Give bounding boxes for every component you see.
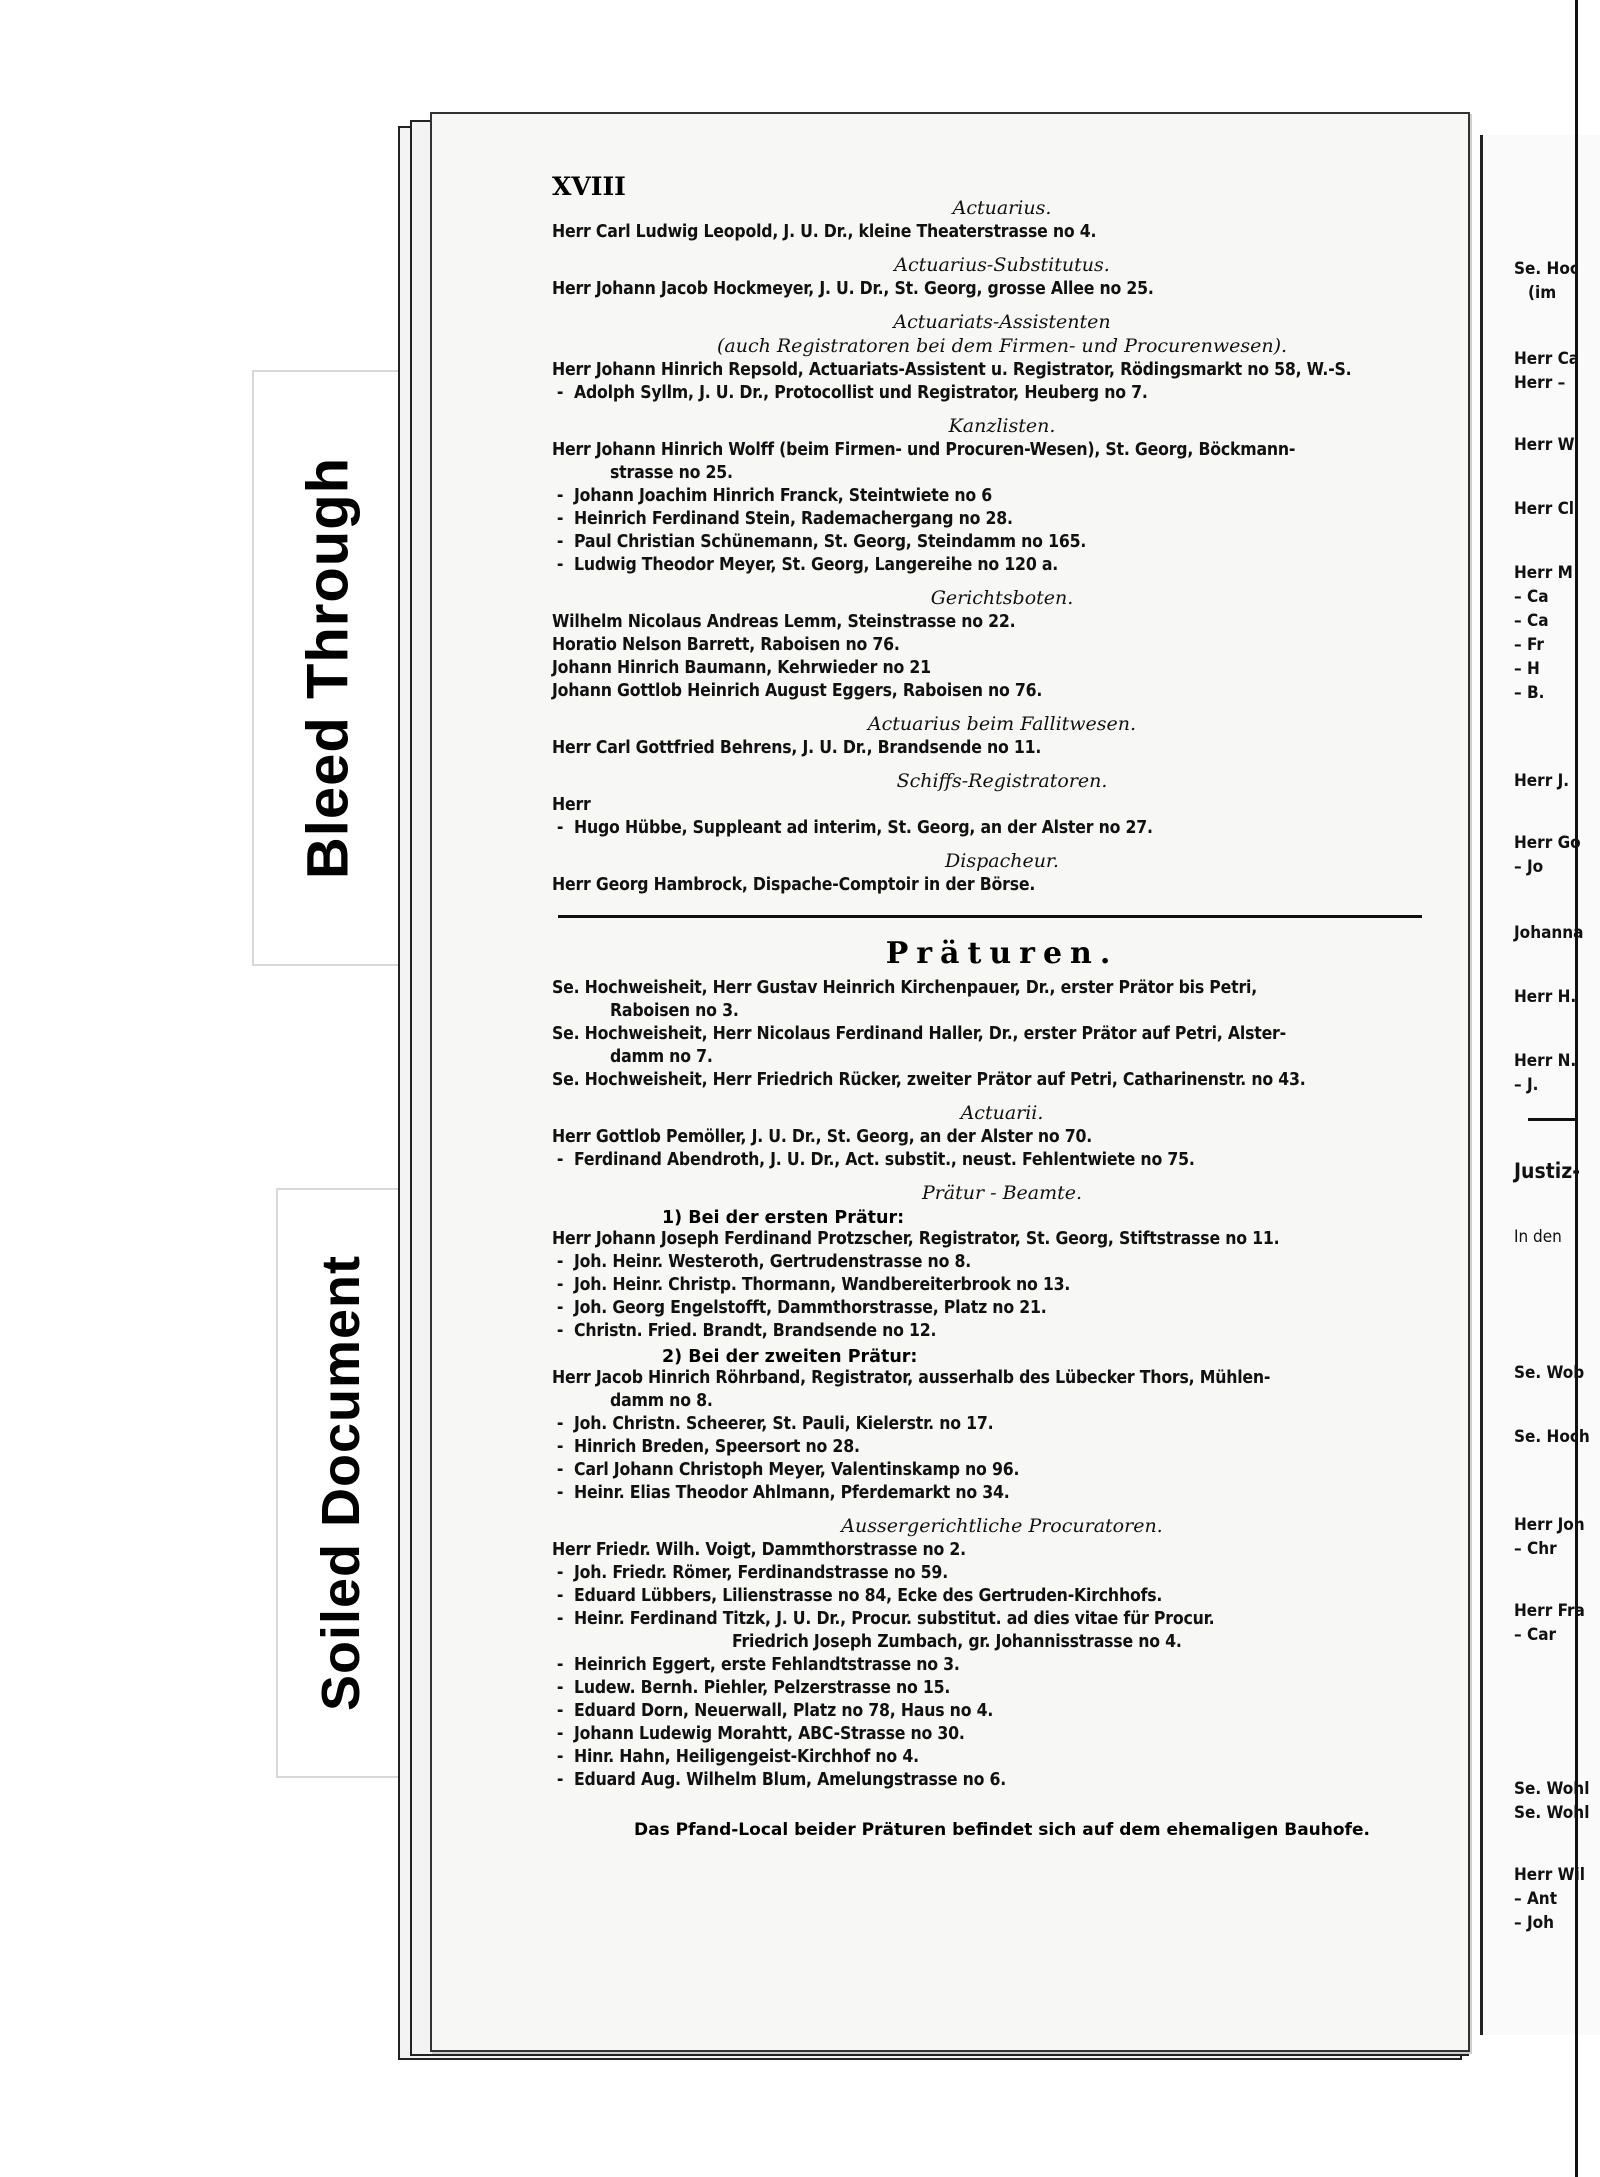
section-heading: Aussergerichtliche Procuratoren. <box>841 1515 1163 1537</box>
entry: - Heinr. Ferdinand Titzk, J. U. Dr., Procur. substitut. ad dies vitae für Procur. <box>552 1608 1452 1631</box>
section-heading: Actuarius. <box>952 197 1052 219</box>
entry: - Johann Ludewig Morahtt, ABC-Strasse no 30. <box>552 1723 1452 1746</box>
adjacent-line: – B. <box>1514 683 1545 703</box>
subsection-heading: 2) Bei der zweiten Prätur: <box>662 1347 918 1367</box>
soiled-document-label: Soiled Document <box>311 1254 371 1712</box>
entry: - Carl Johann Christoph Meyer, Valentinskamp no 96. <box>552 1459 1452 1482</box>
entry: - Ferdinand Abendroth, J. U. Dr., Act. substit., neust. Fehlentwiete no 75. <box>552 1149 1452 1172</box>
section-heading: Actuarius beim Fallitwesen. <box>867 713 1137 735</box>
section-heading: Kanzlisten. <box>948 415 1056 437</box>
adjacent-line: Herr M <box>1514 563 1573 583</box>
adjacent-line: – Car <box>1514 1625 1557 1645</box>
entry: - Eduard Dorn, Neuerwall, Platz no 78, Haus no 4. <box>552 1700 1452 1723</box>
adjacent-page <box>1480 135 1600 2035</box>
adjacent-line: Herr Go <box>1514 833 1581 853</box>
entry-continuation: damm no 7. <box>610 1047 713 1067</box>
entry: - Joh. Heinr. Westeroth, Gertrudenstrasse no 8. <box>552 1251 1452 1274</box>
entry: Herr Johann Hinrich Wolff (beim Firmen- und Procuren-Wesen), St. Georg, Böckmann- <box>552 440 1296 460</box>
adjacent-line: Se. Wob <box>1514 1363 1585 1383</box>
entry-continuation: strasse no 25. <box>610 463 733 483</box>
chapter-title: Präturen. <box>885 936 1119 971</box>
entry: - Heinrich Eggert, erste Fehlandtstrasse no 3. <box>552 1654 1452 1677</box>
section-heading: Schiffs-Registratoren. <box>896 770 1108 792</box>
bleed-through-label-card <box>252 370 404 966</box>
entry: - Ludew. Bernh. Piehler, Pelzerstrasse no 15. <box>552 1677 1452 1700</box>
entry-continuation: Friedrich Joseph Zumbach, gr. Johannisstrasse no 4. <box>732 1632 1182 1652</box>
entry: - Joh. Christn. Scheerer, St. Pauli, Kielerstr. no 17. <box>552 1413 1452 1436</box>
entry: - Heinrich Ferdinand Stein, Rademachergang no 28. <box>552 508 1452 531</box>
adjacent-line: – H <box>1514 659 1540 679</box>
bleed-through-label: Bleed Through <box>295 456 361 880</box>
section-heading: Actuarius-Substitutus. <box>894 254 1110 276</box>
adjacent-line: – Joh <box>1514 1913 1555 1933</box>
entry: - Joh. Heinr. Christp. Thormann, Wandbereiterbrook no 13. <box>552 1274 1452 1297</box>
entry-continuation: damm no 8. <box>610 1391 713 1411</box>
entry: Herr Georg Hambrock, Dispache-Comptoir in der Börse. <box>552 875 1036 895</box>
entry: - Hinr. Hahn, Heiligengeist-Kirchhof no 4. <box>552 1746 1452 1769</box>
adjacent-line: – Ca <box>1514 611 1549 631</box>
adjacent-line: Se. Hoc <box>1514 259 1579 279</box>
entry: - Eduard Lübbers, Lilienstrasse no 84, Ecke des Gertruden-Kirchhofs. <box>552 1585 1452 1608</box>
adjacent-line: Herr J. <box>1514 771 1570 791</box>
page-number: XVIII <box>552 172 626 201</box>
adjacent-line: Herr W <box>1514 435 1575 455</box>
entry: Johann Gottlob Heinrich August Eggers, Raboisen no 76. <box>552 681 1043 701</box>
entry: - Joh. Friedr. Römer, Ferdinandstrasse no 59. <box>552 1562 1452 1585</box>
entry-continuation: Raboisen no 3. <box>610 1001 739 1021</box>
entry: Herr Jacob Hinrich Röhrband, Registrator, ausserhalb des Lübecker Thors, Mühlen- <box>552 1368 1271 1388</box>
section-heading: Gerichtsboten. <box>930 587 1074 609</box>
entry: - Heinr. Elias Theodor Ahlmann, Pferdemarkt no 34. <box>552 1482 1452 1505</box>
entry: Herr Friedr. Wilh. Voigt, Dammthorstrasse no 2. <box>552 1540 966 1560</box>
adjacent-page-edge <box>1575 0 1578 2177</box>
entry: - Johann Joachim Hinrich Franck, Steintwiete no 6 <box>552 485 1452 508</box>
entry: Herr <box>552 795 591 815</box>
section-heading: Dispacheur. <box>945 850 1059 872</box>
adjacent-line: Herr N. <box>1514 1051 1577 1071</box>
section-heading: Actuarii. <box>960 1102 1044 1124</box>
adjacent-line: In den <box>1514 1227 1562 1247</box>
adjacent-line: Herr – <box>1514 373 1566 393</box>
adjacent-line: – Chr <box>1514 1539 1557 1559</box>
adjacent-line: Se. Hoch <box>1514 1427 1590 1447</box>
subsection-heading: 1) Bei der ersten Prätur: <box>662 1208 905 1228</box>
section-heading: Actuariats-Assistenten <box>893 311 1111 333</box>
footer-note: Das Pfand-Local beider Präturen befindet sich auf dem ehemaligen Bauhofe. <box>634 1820 1370 1840</box>
entry: Wilhelm Nicolaus Andreas Lemm, Steinstrasse no 22. <box>552 612 1016 632</box>
entry: - Paul Christian Schünemann, St. Georg, Steindamm no 165. <box>552 531 1452 554</box>
entry: - Adolph Syllm, J. U. Dr., Protocollist und Registrator, Heuberg no 7. <box>552 382 1452 405</box>
entry: - Hinrich Breden, Speersort no 28. <box>552 1436 1452 1459</box>
entry: - Joh. Georg Engelstofft, Dammthorstrasse, Platz no 21. <box>552 1297 1452 1320</box>
adjacent-line: Herr Cl <box>1514 499 1575 519</box>
section-divider <box>558 915 1422 918</box>
adjacent-line: – J. <box>1514 1075 1539 1095</box>
entry: - Ludwig Theodor Meyer, St. Georg, Langereihe no 120 a. <box>552 554 1452 577</box>
adjacent-line: – Jo <box>1514 857 1544 877</box>
section-heading: Prätur - Beamte. <box>921 1182 1083 1204</box>
adjacent-rule <box>1528 1118 1578 1121</box>
document-page <box>430 112 1470 2052</box>
entry: Johann Hinrich Baumann, Kehrwieder no 21 <box>552 658 931 678</box>
adjacent-line: Se. Wohl <box>1514 1803 1590 1823</box>
entry: Se. Hochweisheit, Herr Gustav Heinrich Kirchenpauer, Dr., erster Prätor bis Petri, <box>552 978 1257 998</box>
adjacent-line: – Ca <box>1514 587 1549 607</box>
entry: Se. Hochweisheit, Herr Friedrich Rücker, zweiter Prätor auf Petri, Catharinenstr. no 43. <box>552 1070 1306 1090</box>
entry: - Eduard Aug. Wilhelm Blum, Amelungstrasse no 6. <box>552 1769 1452 1792</box>
adjacent-line: Herr Joh <box>1514 1515 1585 1535</box>
adjacent-line: – Ant <box>1514 1889 1558 1909</box>
adjacent-line: Justiz- <box>1514 1159 1581 1183</box>
entry: Herr Gottlob Pemöller, J. U. Dr., St. Georg, an der Alster no 70. <box>552 1127 1093 1147</box>
page-content <box>552 172 1452 1840</box>
adjacent-line: Herr Wil <box>1514 1865 1585 1885</box>
entry: Herr Johann Joseph Ferdinand Protzscher, Registrator, St. Georg, Stiftstrasse no 11. <box>552 1229 1280 1249</box>
entry: Herr Carl Ludwig Leopold, J. U. Dr., kleine Theaterstrasse no 4. <box>552 222 1097 242</box>
entry: Se. Hochweisheit, Herr Nicolaus Ferdinand Haller, Dr., erster Prätor auf Petri, Alster- <box>552 1024 1286 1044</box>
adjacent-line: Herr Fra <box>1514 1601 1585 1621</box>
section-subheading: (auch Registratoren bei dem Firmen- und Procurenwesen). <box>716 335 1288 357</box>
entry: Herr Johann Jacob Hockmeyer, J. U. Dr., St. Georg, grosse Allee no 25. <box>552 279 1154 299</box>
entry: - Christn. Fried. Brandt, Brandsende no 12. <box>552 1320 1452 1343</box>
soiled-document-label-card <box>276 1188 406 1778</box>
entry: - Hugo Hübbe, Suppleant ad interim, St. Georg, an der Alster no 27. <box>552 817 1452 840</box>
entry: Herr Carl Gottfried Behrens, J. U. Dr., Brandsende no 11. <box>552 738 1042 758</box>
entry: Horatio Nelson Barrett, Raboisen no 76. <box>552 635 900 655</box>
entry: Herr Johann Hinrich Repsold, Actuariats-Assistent u. Registrator, Rödingsmarkt no 58, W.-S. <box>552 360 1352 380</box>
adjacent-line: – Fr <box>1514 635 1544 655</box>
adjacent-line: Se. Wohl <box>1514 1779 1590 1799</box>
adjacent-line: Johanna <box>1514 923 1584 943</box>
adjacent-line: Herr H. <box>1514 987 1577 1007</box>
adjacent-line: (im <box>1528 283 1557 303</box>
adjacent-line: Herr Ca <box>1514 349 1580 369</box>
